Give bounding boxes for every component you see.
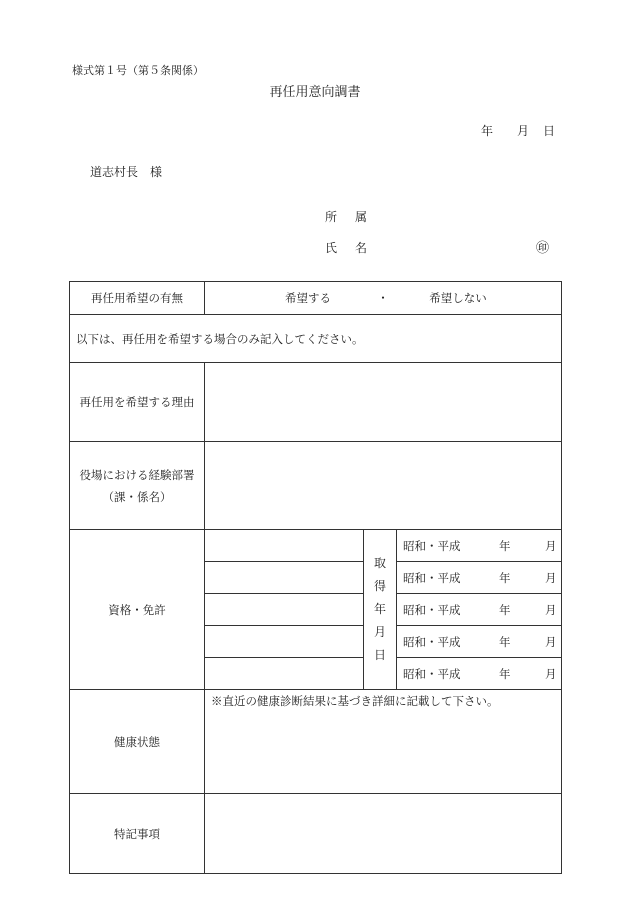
health-note: ※直近の健康診断結果に基づき詳細に記載して下さい。 [211,694,499,708]
month-label: 月 [545,602,557,617]
reason-label: 再任用を希望する理由 [70,363,205,442]
acquired-date-char: 日 [373,648,386,662]
choice-separator: ・ [377,291,389,305]
month-label: 月 [545,538,557,553]
health-label: 健康状態 [70,690,205,794]
reason-field[interactable] [205,363,562,442]
month-label: 月 [545,634,557,649]
acquired-date-field[interactable] [397,658,562,690]
experience-label-line2: （課・係名） [102,489,172,504]
qualifications-label: 資格・免許 [70,530,205,690]
month-label: 月 [545,666,557,681]
date-line [481,122,555,139]
era-label: 昭和・平成 [403,538,461,553]
rehire-wish-choice [205,282,562,315]
era-label: 昭和・平成 [403,570,461,585]
health-field[interactable] [205,690,562,794]
qualification-name-field[interactable] [205,626,364,658]
document-title: 再任用意向調書 [269,85,361,100]
remarks-label: 特記事項 [70,794,205,874]
acquired-date-label [364,530,397,690]
date-year-field[interactable]: 年 [481,124,494,138]
qualification-name-field[interactable] [205,658,364,690]
year-label: 年 [499,666,511,681]
qualification-name-field[interactable] [205,530,364,562]
qualification-name-field[interactable] [205,562,364,594]
instruction-note: 以下は、再任用を希望する場合のみ記入してください。 [70,315,562,363]
acquired-date-char: 月 [373,625,386,639]
year-label: 年 [499,634,511,649]
choice-yes[interactable]: 希望する [285,291,331,305]
era-label: 昭和・平成 [403,602,461,617]
remarks-field[interactable] [205,794,562,874]
choice-no[interactable]: 希望しない [429,291,487,305]
experience-label [70,442,205,530]
addressee: 道志村長 様 [90,165,163,179]
experience-field[interactable] [205,442,562,530]
year-label: 年 [499,570,511,585]
year-label: 年 [499,538,511,553]
acquired-date-field[interactable] [397,626,562,658]
acquired-date-field[interactable] [397,530,562,562]
era-label: 昭和・平成 [403,634,461,649]
rehire-wish-label: 再任用希望の有無 [70,282,205,315]
experience-label-line1: 役場における経験部署 [79,467,195,482]
era-label: 昭和・平成 [403,666,461,681]
date-day-field[interactable]: 日 [543,124,556,138]
acquired-date-field[interactable] [397,562,562,594]
seal-mark: ㊞ [536,241,550,256]
form-number: 様式第１号（第５条関係） [72,64,204,77]
acquired-date-char: 得 [373,579,386,593]
rehire-form-table [69,281,562,874]
acquired-date-field[interactable] [397,594,562,626]
month-label: 月 [545,570,557,585]
affiliation-label: 所属 [325,210,386,224]
year-label: 年 [499,602,511,617]
acquired-date-char: 取 [373,556,386,570]
name-label: 氏名 [325,241,386,255]
qualification-name-field[interactable] [205,594,364,626]
date-month-field[interactable]: 月 [517,124,530,138]
acquired-date-char: 年 [373,602,386,616]
